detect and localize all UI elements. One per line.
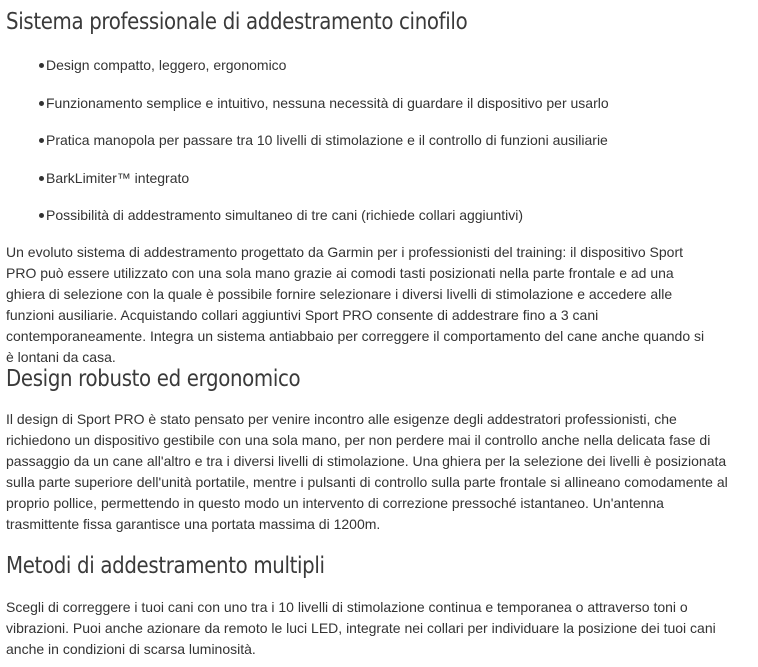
- bullet-icon: [39, 101, 44, 106]
- list-item: [46, 129, 609, 151]
- methods-paragraph: Scegli di correggere i tuoi cani con uno tra i 10 livelli di stimolazione continua e temporanea o attraverso toni o vibrazioni. Puoi anche azionare da remoto le luci LED, integrate nei collari per individuare la posizione dei tuoi cani anche in condizioni di scarsa luminosità.: [6, 599, 716, 657]
- feature-text: Funzionamento semplice e intuitivo, nessuna necessità di guardare il dispositivo per usarlo: [46, 94, 609, 111]
- feature-text: Pratica manopola per passare tra 10 livelli di stimolazione e il controllo di funzioni ausiliarie: [46, 132, 608, 148]
- list-item: [46, 204, 609, 226]
- list-item: [46, 92, 609, 114]
- feature-text: BarkLimiter™ integrato: [46, 169, 190, 186]
- bullet-icon: [39, 176, 44, 181]
- list-item: [46, 54, 609, 76]
- intro-paragraph: Un evoluto sistema di addestramento progettato da Garmin per i professionisti del training: il dispositivo Sport PRO può essere utilizzato con una sola mano grazie ai comodi tasti posizionati nella parte frontale e ad una ghiera di selezione con la quale è possibile fornire selezionare i diversi livelli di stimolazione e accedere alle funzioni ausiliarie. Acquistando collari aggiuntivi Sport PRO consente di addestrare fino a 3 cani contemporaneamente. Integra un sistema antiabbaio per correggere il comportamento del cane anche quando si è lontani da casa.: [6, 244, 705, 365]
- list-item: [46, 167, 609, 189]
- methods-heading: Metodi di addestramento multipli: [6, 553, 325, 579]
- bullet-icon: [39, 138, 44, 143]
- feature-text: Design compatto, leggero, ergonomico: [46, 57, 287, 73]
- feature-text: Possibilità di addestramento simultaneo di tre cani (richiede collari aggiuntivi): [46, 207, 524, 223]
- bullet-icon: [39, 213, 44, 218]
- feature-list: [6, 54, 609, 242]
- design-heading: Design robusto ed ergonomico: [6, 366, 301, 392]
- main-heading: Sistema professionale di addestramento cinofilo: [6, 9, 468, 35]
- bullet-icon: [39, 63, 44, 68]
- design-paragraph: Il design di Sport PRO è stato pensato per venire incontro alle esigenze degli addestratori professionisti, che richiedono un dispositivo gestibile con una sola mano, per non perdere mai il controllo anche nella delicata fase di passaggio da un cane all'altro e tra i diversi livelli di stimolazione. Una ghiera per la selezione dei livelli è posizionata sulla parte superiore dell'unità portatile, mentre i pulsanti di controllo sulla parte frontale si allineano comodamente al proprio pollice, permettendo in questo modo un intervento di correzione pressoché istantaneo. Un'antenna trasmittente fissa garantisce una portata massima di 1200m.: [6, 411, 728, 532]
